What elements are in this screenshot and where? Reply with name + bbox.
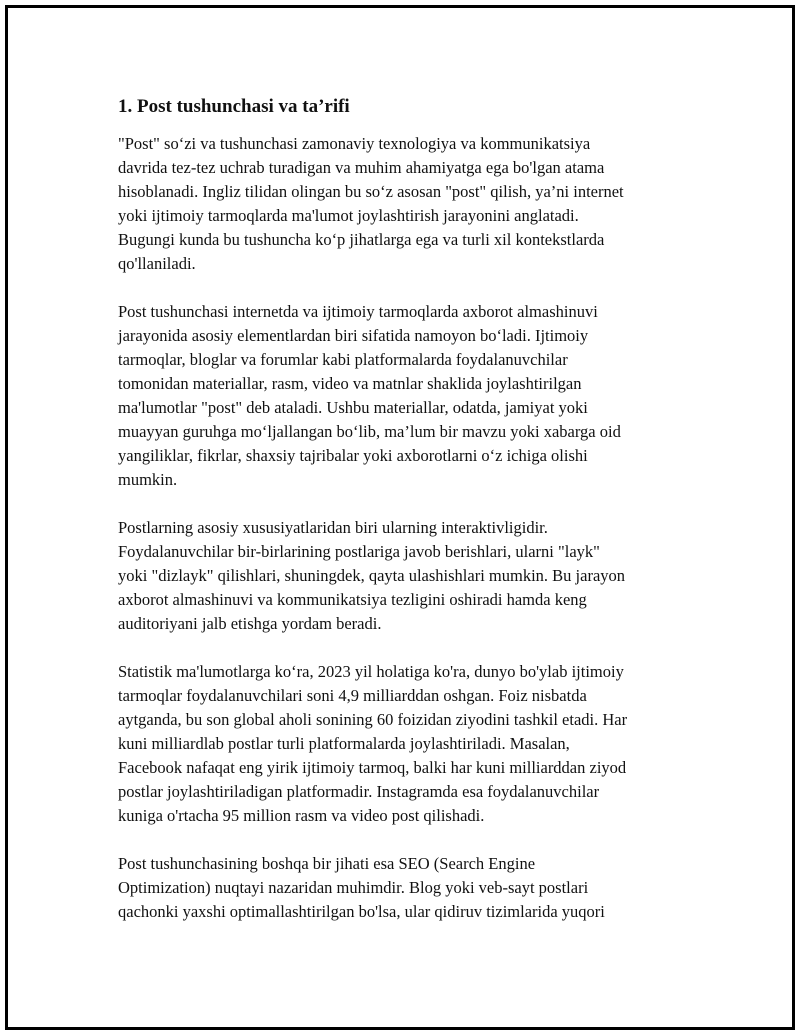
text-line: ma'lumotlar "post" deb ataladi. Ushbu materiallar, odatda, jamiyat yoki [118, 398, 588, 417]
text-line: Statistik ma'lumotlarga ko‘ra, 2023 yil holatiga ko'ra, dunyo bo'ylab ijtimoiy [118, 662, 624, 681]
paragraph-4 [118, 660, 693, 828]
text-line: muayyan guruhga mo‘ljallangan bo‘lib, ma’lum bir mavzu yoki xabarga oid [118, 422, 621, 441]
document-body [118, 94, 693, 948]
paragraph-5 [118, 852, 693, 924]
text-line: Foydalanuvchilar bir-birlarining postlariga javob berishlari, ularni "layk" [118, 542, 600, 561]
paragraph-2 [118, 300, 693, 492]
text-line: qachonki yaxshi optimallashtirilgan bo'lsa, ular qidiruv tizimlarida yuqori [118, 902, 605, 921]
text-line: mumkin. [118, 470, 178, 489]
text-line: Post tushunchasi internetda va ijtimoiy tarmoqlarda axborot almashinuvi [118, 302, 598, 321]
text-line: Optimization) nuqtayi nazaridan muhimdir. Blog yoki veb-sayt postlari [118, 878, 589, 897]
text-line: kuniga o'rtacha 95 million rasm va video post qilishadi. [118, 806, 485, 825]
text-line: hisoblanadi. Ingliz tilidan olingan bu so‘z asosan "post" qilish, ya’ni internet [118, 182, 624, 201]
section-heading: 1. Post tushunchasi va ta’rifi [118, 96, 350, 117]
text-line: davrida tez-tez uchrab turadigan va muhim ahamiyatga ega bo'lgan atama [118, 158, 605, 177]
paragraph-3 [118, 516, 693, 636]
text-line: Bugungi kunda bu tushuncha ko‘p jihatlarga ega va turli xil kontekstlarda [118, 230, 605, 249]
text-line: auditoriyani jalb etishga yordam beradi. [118, 614, 382, 633]
text-line: Post tushunchasining boshqa bir jihati esa SEO (Search Engine [118, 854, 536, 873]
text-line: yoki ijtimoiy tarmoqlarda ma'lumot joylashtirish jarayonini anglatadi. [118, 206, 579, 225]
text-line: kuni milliardlab postlar turli platformalarda joylashtiriladi. Masalan, [118, 734, 570, 753]
text-line: jarayonida asosiy elementlardan biri sifatida namoyon bo‘ladi. Ijtimoiy [118, 326, 589, 345]
text-line: yangiliklar, fikrlar, shaxsiy tajribalar yoki axborotlarni o‘z ichiga olishi [118, 446, 588, 465]
text-line: tomonidan materiallar, rasm, video va matnlar shaklida joylashtirilgan [118, 374, 582, 393]
text-line: "Post" so‘zi va tushunchasi zamonaviy texnologiya va kommunikatsiya [118, 134, 591, 153]
text-line: postlar joylashtiriladigan platformadir. Instagramda esa foydalanuvchilar [118, 782, 600, 801]
text-line: yoki "dizlayk" qilishlari, shuningdek, qayta ulashishlari mumkin. Bu jarayon [118, 566, 626, 585]
text-line: qo'llaniladi. [118, 254, 196, 273]
text-line: aytganda, bu son global aholi sonining 60 foizidan ziyodini tashkil etadi. Har [118, 710, 628, 729]
text-line: tarmoqlar foydalanuvchilari soni 4,9 milliarddan oshgan. Foiz nisbatda [118, 686, 587, 705]
paragraph-1 [118, 132, 693, 276]
text-line: Postlarning asosiy xususiyatlaridan biri ularning interaktivligidir. [118, 518, 548, 537]
text-line: Facebook nafaqat eng yirik ijtimoiy tarmoq, balki har kuni milliarddan ziyod [118, 758, 627, 777]
text-line: tarmoqlar, bloglar va forumlar kabi platformalarda foydalanuvchilar [118, 350, 568, 369]
text-line: axborot almashinuvi va kommunikatsiya tezligini oshiradi hamda keng [118, 590, 587, 609]
